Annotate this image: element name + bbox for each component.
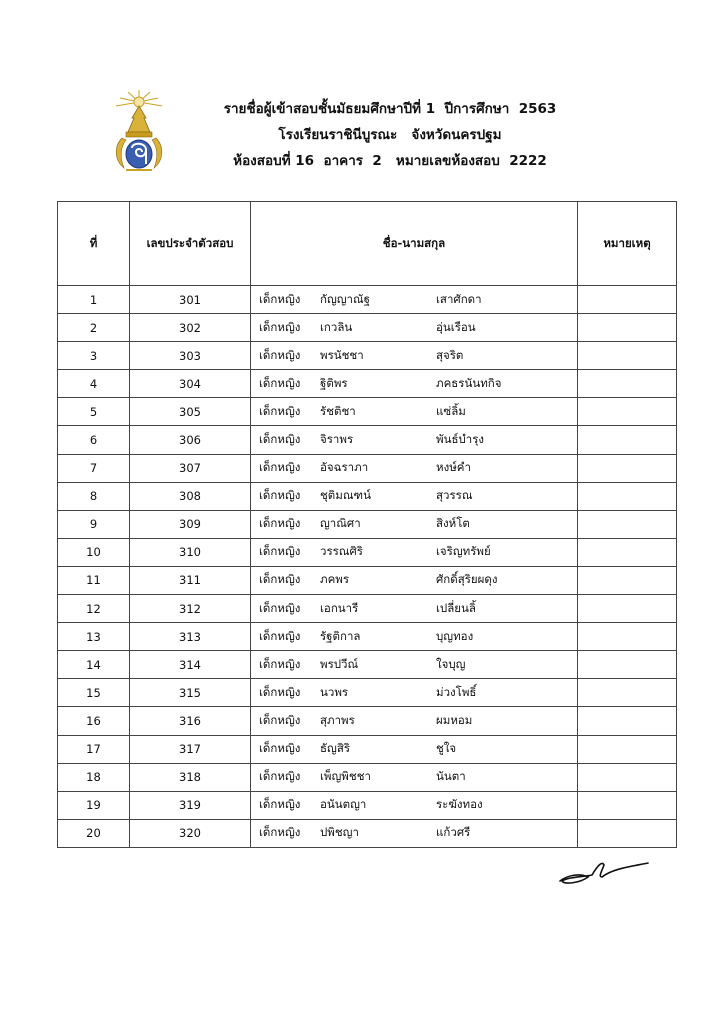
exam-id: 302 [130, 314, 251, 342]
table-row [58, 679, 677, 707]
remark-cell [578, 679, 677, 707]
remark-cell [578, 398, 677, 426]
row-number: 8 [58, 482, 130, 510]
student-name [251, 651, 578, 679]
exam-roster-table [57, 201, 677, 848]
name-title: เด็กหญิง [259, 375, 301, 390]
row-number: 10 [58, 538, 130, 566]
exam-id: 313 [130, 623, 251, 651]
name-first: อนันตญา [320, 797, 367, 812]
exam-id: 311 [130, 566, 251, 594]
name-first: นวพร [320, 684, 349, 699]
table-row [58, 651, 677, 679]
table-row [58, 398, 677, 426]
student-name [251, 679, 578, 707]
table-row [58, 763, 677, 791]
name-first: กัญญาณัฐ [320, 291, 371, 306]
name-last: เสาศักดา [436, 291, 482, 306]
row-number: 12 [58, 595, 130, 623]
name-last: ระฆังทอง [436, 797, 483, 812]
name-first: พรปวีณ์ [320, 656, 359, 671]
name-title: เด็กหญิง [259, 432, 301, 447]
name-first: ภคพร [320, 572, 350, 587]
signature [558, 855, 650, 889]
row-number: 14 [58, 651, 130, 679]
name-first: เอกนารี [320, 600, 359, 615]
student-name [251, 398, 578, 426]
name-last: ศักดิ์สุริยผดุง [436, 572, 498, 587]
remark-cell [578, 482, 677, 510]
table-row [58, 735, 677, 763]
row-number: 20 [58, 819, 130, 847]
exam-id: 316 [130, 707, 251, 735]
student-name [251, 454, 578, 482]
row-number: 1 [58, 286, 130, 314]
header-exam-room: ห้องสอบที่ 16 อาคาร 2 หมายเลขห้องสอบ 2222 [233, 153, 547, 169]
name-first: ฐิติพร [320, 375, 348, 390]
row-number: 13 [58, 623, 130, 651]
name-title: เด็กหญิง [259, 516, 301, 531]
name-last: สุจริต [436, 347, 464, 362]
name-title: เด็กหญิง [259, 741, 301, 756]
exam-id: 306 [130, 426, 251, 454]
table-row [58, 595, 677, 623]
student-name [251, 595, 578, 623]
name-title: เด็กหญิง [259, 572, 301, 587]
name-first: รัชติชา [320, 403, 356, 418]
exam-id: 315 [130, 679, 251, 707]
exam-id: 304 [130, 370, 251, 398]
exam-id: 320 [130, 819, 251, 847]
name-last: ใจบุญ [436, 656, 466, 671]
table-row [58, 482, 677, 510]
student-name [251, 286, 578, 314]
name-first: ชุติมณฑน์ [320, 488, 371, 503]
name-first: เกวลิน [320, 319, 353, 334]
name-last: เปลี่ยนลิ้ [436, 600, 476, 615]
name-last: ภคธรนันทกิจ [436, 375, 502, 390]
remark-cell [578, 819, 677, 847]
remark-cell [578, 623, 677, 651]
table-row [58, 370, 677, 398]
table-row [58, 707, 677, 735]
name-title: เด็กหญิง [259, 544, 301, 559]
table-row [58, 426, 677, 454]
header-school: โรงเรียนราชินีบูรณะ จังหวัดนครปฐม [278, 127, 502, 143]
name-title: เด็กหญิง [259, 825, 301, 840]
remark-cell [578, 314, 677, 342]
exam-id: 305 [130, 398, 251, 426]
table-row [58, 454, 677, 482]
name-first: พรนัชชา [320, 347, 364, 362]
name-first: ญาณิศา [320, 516, 361, 531]
remark-cell [578, 370, 677, 398]
name-last: แซ่ลิ้ม [436, 403, 466, 418]
name-last: หงษ์คำ [436, 460, 471, 475]
student-name [251, 370, 578, 398]
row-number: 7 [58, 454, 130, 482]
student-name [251, 426, 578, 454]
name-last: ชูใจ [436, 741, 457, 756]
name-last: ผมหอม [436, 712, 473, 727]
exam-id: 317 [130, 735, 251, 763]
row-number: 2 [58, 314, 130, 342]
student-name [251, 482, 578, 510]
exam-id: 312 [130, 595, 251, 623]
name-title: เด็กหญิง [259, 600, 301, 615]
header-title: รายชื่อผู้เข้าสอบชั้นมัธยมศึกษาปีที่ 1 ปีการศึกษา 2563 [223, 101, 557, 117]
exam-id: 303 [130, 342, 251, 370]
table-row [58, 623, 677, 651]
table-row [58, 538, 677, 566]
name-last: อุ่นเรือน [436, 319, 476, 334]
name-last: พันธ์บำรุง [436, 432, 485, 447]
name-title: เด็กหญิง [259, 656, 301, 671]
name-first: ธัญสิริ [320, 741, 351, 756]
remark-cell [578, 791, 677, 819]
exam-id: 319 [130, 791, 251, 819]
student-name [251, 707, 578, 735]
exam-id: 310 [130, 538, 251, 566]
column-header-exam-id: เลขประจำตัวสอบ [130, 202, 251, 286]
row-number: 15 [58, 679, 130, 707]
name-last: ม่วงโพธิ์ [436, 684, 477, 699]
row-number: 5 [58, 398, 130, 426]
column-header-name: ชื่อ-นามสกุล [251, 202, 578, 286]
remark-cell [578, 763, 677, 791]
student-name [251, 623, 578, 651]
table-row [58, 566, 677, 594]
row-number: 9 [58, 510, 130, 538]
exam-id: 308 [130, 482, 251, 510]
remark-cell [578, 342, 677, 370]
column-header-remark: หมายเหตุ [578, 202, 677, 286]
row-number: 11 [58, 566, 130, 594]
table-header-row [58, 202, 677, 286]
row-number: 16 [58, 707, 130, 735]
remark-cell [578, 735, 677, 763]
name-title: เด็กหญิง [259, 712, 301, 727]
row-number: 17 [58, 735, 130, 763]
name-last: แก้วศรี [436, 825, 471, 840]
student-name [251, 735, 578, 763]
remark-cell [578, 510, 677, 538]
name-last: นันตา [436, 769, 466, 784]
exam-id: 307 [130, 454, 251, 482]
name-title: เด็กหญิง [259, 797, 301, 812]
exam-id: 309 [130, 510, 251, 538]
name-title: เด็กหญิง [259, 291, 301, 306]
table-row [58, 314, 677, 342]
name-first: จิราพร [320, 432, 354, 447]
exam-id: 301 [130, 286, 251, 314]
remark-cell [578, 426, 677, 454]
name-first: ปพิชญา [320, 825, 359, 840]
name-title: เด็กหญิง [259, 628, 301, 643]
name-first: รัฐติกาล [320, 628, 361, 643]
name-last: สุวรรณ [436, 488, 473, 503]
name-title: เด็กหญิง [259, 769, 301, 784]
remark-cell [578, 595, 677, 623]
name-last: บุญทอง [436, 628, 474, 643]
remark-cell [578, 566, 677, 594]
student-name [251, 791, 578, 819]
column-header-no: ที่ [58, 202, 130, 286]
document-header [150, 96, 630, 174]
name-last: เจริญทรัพย์ [436, 544, 491, 559]
name-title: เด็กหญิง [259, 319, 301, 334]
remark-cell [578, 538, 677, 566]
row-number: 4 [58, 370, 130, 398]
student-name [251, 763, 578, 791]
exam-id: 318 [130, 763, 251, 791]
table-row [58, 342, 677, 370]
row-number: 18 [58, 763, 130, 791]
student-name [251, 510, 578, 538]
remark-cell [578, 286, 677, 314]
name-title: เด็กหญิง [259, 684, 301, 699]
remark-cell [578, 651, 677, 679]
name-title: เด็กหญิง [259, 460, 301, 475]
name-last: สิงห์โต [436, 516, 470, 531]
student-name [251, 819, 578, 847]
table-row [58, 510, 677, 538]
remark-cell [578, 454, 677, 482]
row-number: 19 [58, 791, 130, 819]
row-number: 6 [58, 426, 130, 454]
name-title: เด็กหญิง [259, 488, 301, 503]
table-body [58, 286, 677, 848]
table-row [58, 791, 677, 819]
name-first: วรรณศิริ [320, 544, 363, 559]
name-first: อัจฉราภา [320, 460, 369, 475]
row-number: 3 [58, 342, 130, 370]
student-name [251, 314, 578, 342]
student-name [251, 538, 578, 566]
name-title: เด็กหญิง [259, 403, 301, 418]
exam-id: 314 [130, 651, 251, 679]
name-first: เพ็ญพิชชา [320, 769, 371, 784]
remark-cell [578, 707, 677, 735]
table-row [58, 286, 677, 314]
name-title: เด็กหญิง [259, 347, 301, 362]
student-name [251, 342, 578, 370]
table-row [58, 819, 677, 847]
name-first: สุภาพร [320, 712, 355, 727]
student-name [251, 566, 578, 594]
